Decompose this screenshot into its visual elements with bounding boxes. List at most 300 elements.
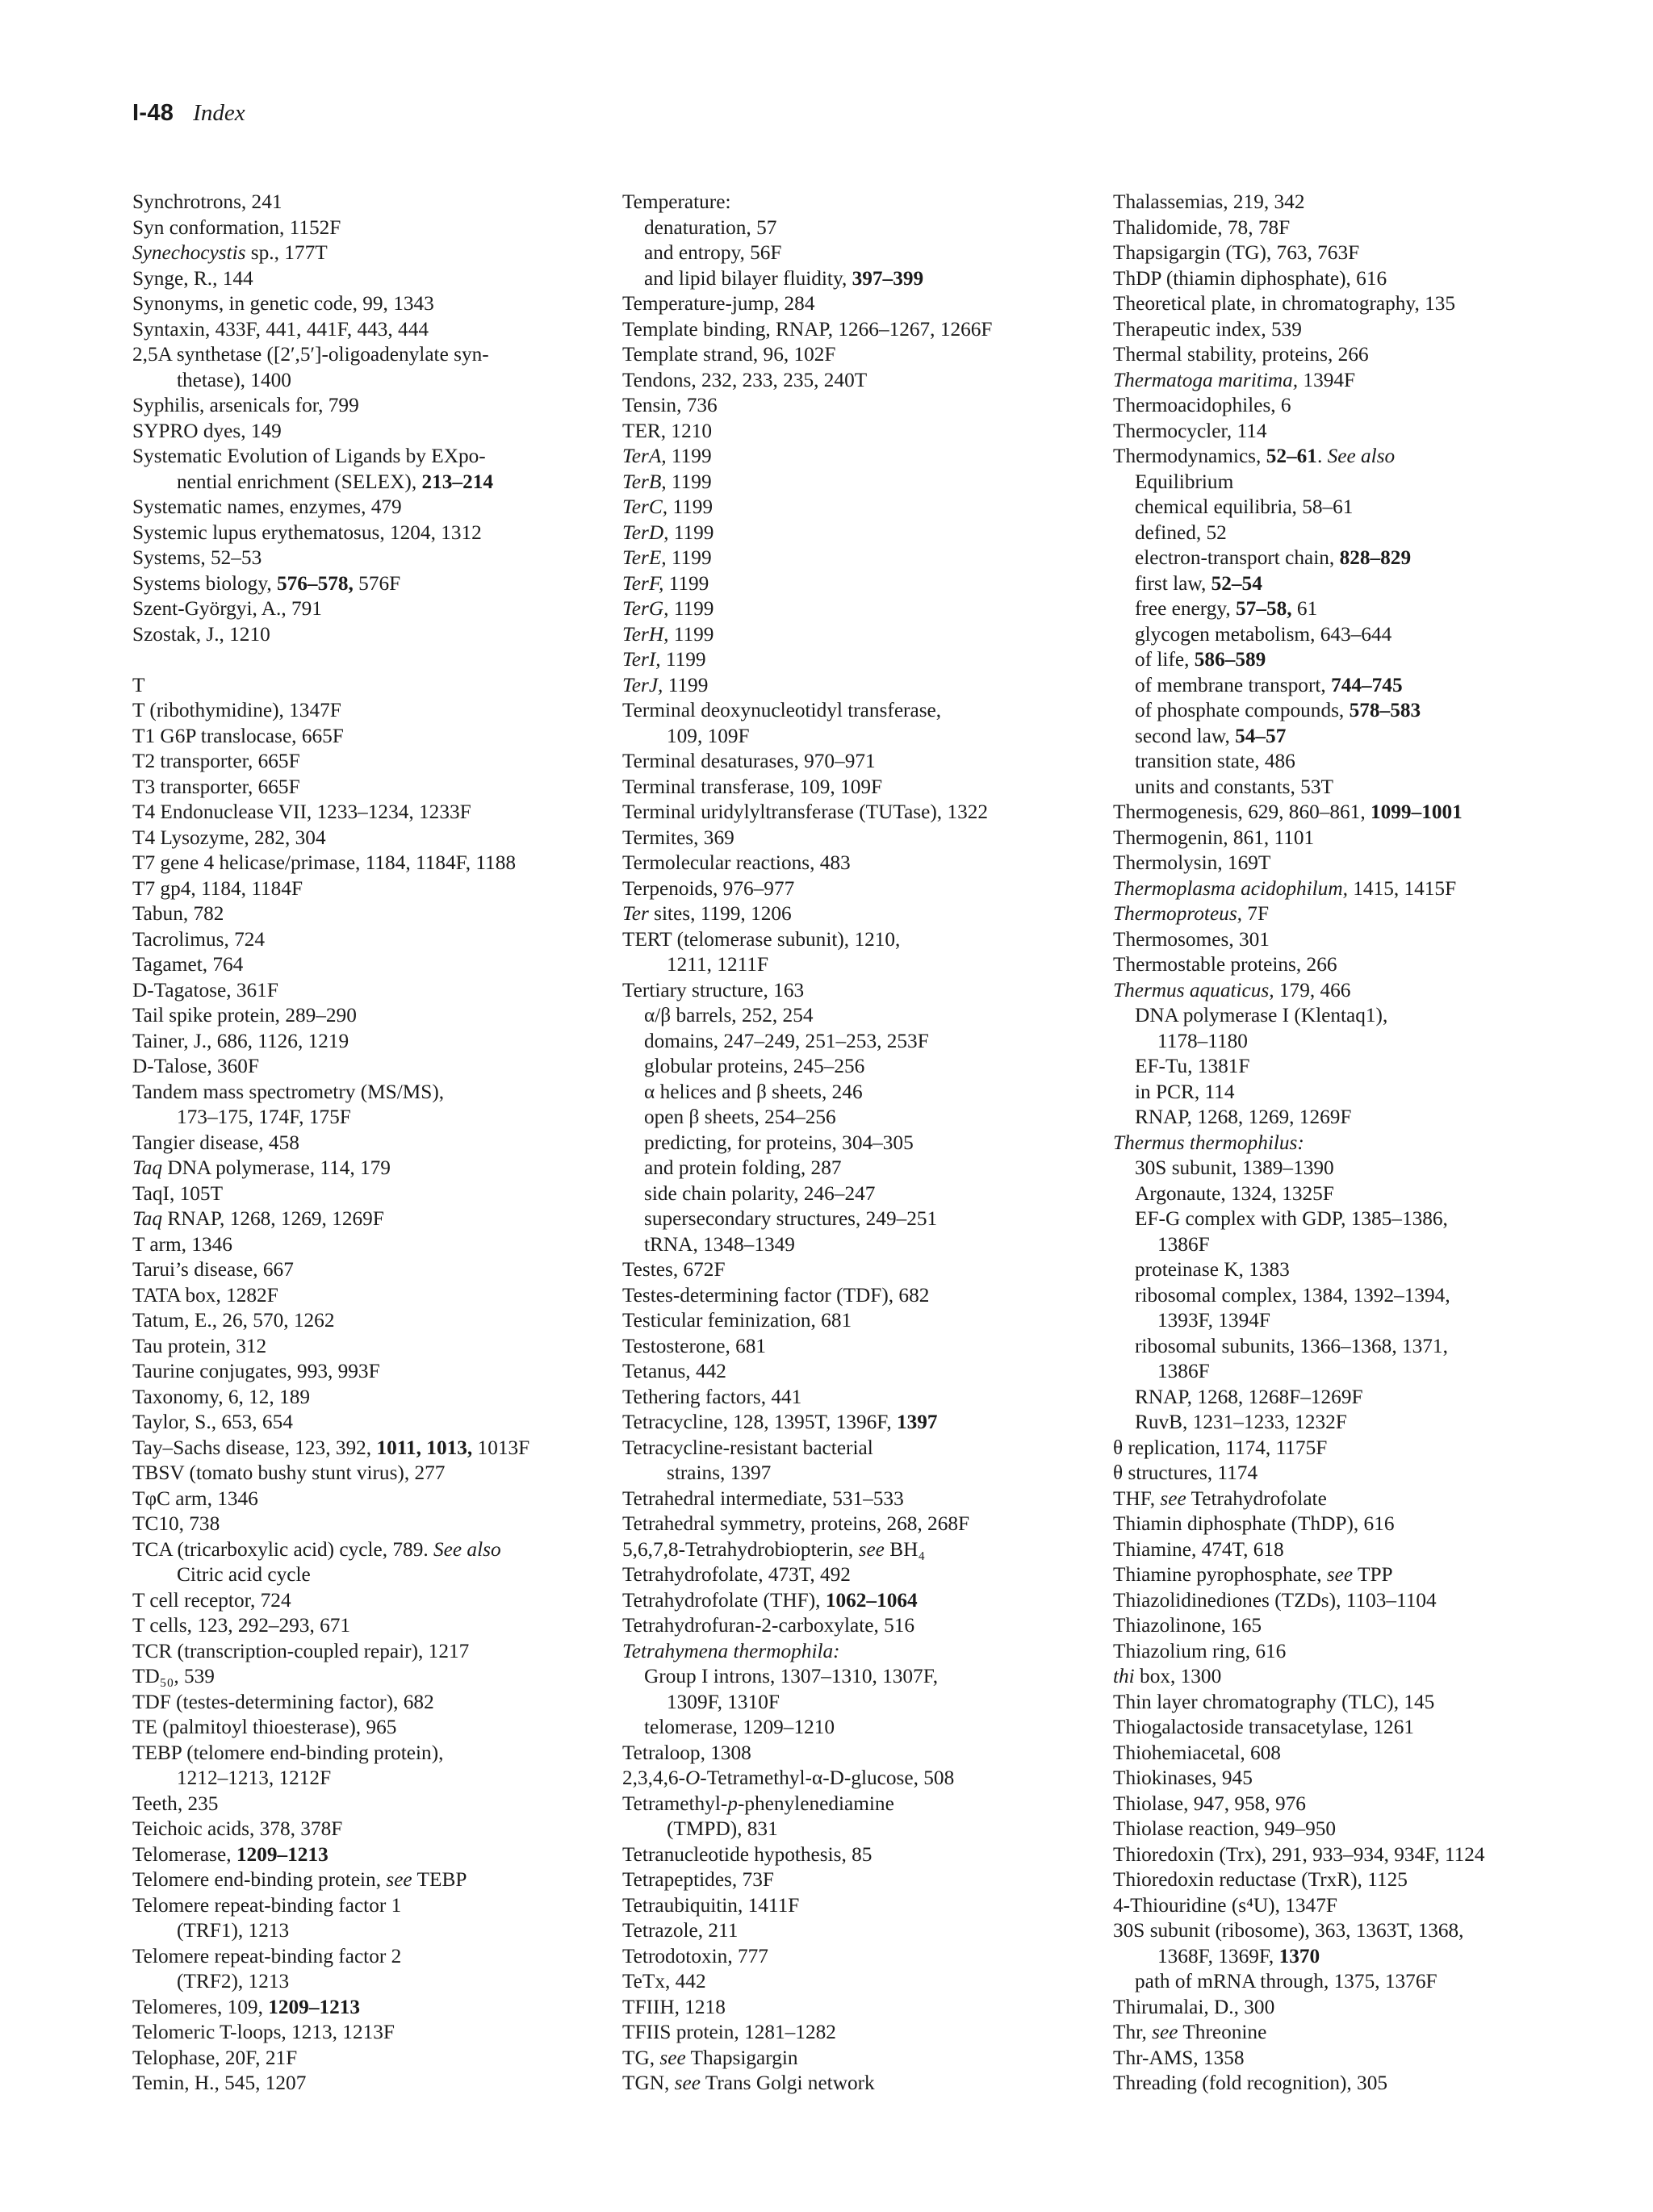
entry-text: 1415, 1415F [1347,876,1457,900]
index-entry [132,1690,584,1716]
index-subentry [1113,673,1613,699]
entry-text: 109, 109F [667,724,750,747]
index-entry [1113,1131,1613,1156]
entry-text: sites, 1199, 1206 [648,902,792,925]
entry-text: Terminal deoxynucleotidyl transferase, [622,699,942,721]
index-entry [622,1918,1086,1944]
index-entry [622,546,1086,571]
index-subentry [1113,1944,1613,1970]
index-entry [622,1639,1086,1665]
entry-text: See also [1327,445,1396,467]
index-entry [1113,901,1613,927]
entry-text: T4 Lysozyme, 282, 304 [132,826,326,849]
entry-text: 213–214 [421,470,494,493]
index-entry [132,1537,584,1563]
index-entry [622,1537,1086,1563]
entry-text: Thermus aquaticus, [1113,978,1274,1001]
index-entry [1113,952,1613,978]
index-subentry [1113,495,1613,521]
index-entry [622,1308,1086,1334]
entry-text: box, 1300 [1134,1665,1222,1687]
index-column-1 [132,190,584,2097]
entry-text: Tabun, 782 [132,902,224,925]
index-subentry [132,368,584,394]
index-entry [132,1639,584,1665]
entry-text: see [858,1537,885,1561]
index-entry [622,1257,1086,1283]
entry-text: denaturation, 57 [644,215,777,239]
index-entry [132,1359,584,1385]
entry-text: TerE, [622,546,667,569]
entry-text: 1386F [1157,1232,1210,1256]
index-entry [132,1613,584,1639]
entry-text: Thermocycler, 114 [1113,419,1267,442]
entry-text: 828–829 [1339,546,1412,569]
entry-text: TATA box, 1282F [132,1283,278,1307]
entry-text: RNAP, 1268, 1269, 1269F [1135,1106,1352,1128]
entry-text: See also [433,1537,501,1561]
index-entry [1113,2020,1613,2046]
index-entry [132,1995,584,2021]
index-entry [622,2071,1086,2097]
entry-text: 578–583 [1349,699,1421,721]
entry-text: Taurine conjugates, 993, 993F [132,1360,380,1382]
entry-text: Thalidomide, 78, 78F [1113,215,1291,239]
entry-text: T3 transporter, 665F [132,775,300,798]
entry-text: Thermostable proteins, 266 [1113,953,1337,976]
entry-text: Thermoproteus, [1113,902,1242,925]
entry-text: Argonaute, 1324, 1325F [1135,1181,1334,1205]
entry-text: (TRF1), 1213 [177,1919,290,1942]
entry-text: Testes-determining factor (TDF), 682 [622,1283,930,1307]
entry-text: Tainer, J., 686, 1126, 1219 [132,1029,349,1052]
entry-text: open β sheets, 254–256 [644,1106,836,1128]
index-subentry [622,1206,1086,1232]
index-entry [132,1029,584,1055]
index-entry [1113,800,1613,826]
entry-text: Tetanus, 442 [622,1360,726,1382]
entry-text: Tetraubiquitin, 1411F [622,1893,800,1917]
entry-text: Synge, R., 144 [132,266,253,290]
entry-text: proteinase K, 1383 [1135,1258,1290,1281]
index-entry [622,1359,1086,1385]
index-entry [1113,978,1613,1004]
index-entry [1113,1588,1613,1614]
entry-text: DNA polymerase I (Klentaq1), [1135,1004,1388,1027]
index-entry [622,927,1086,953]
index-entry [132,342,584,368]
entry-text: Szostak, J., 1210 [132,622,270,646]
index-entry [132,851,584,876]
entry-text: 54–57 [1235,724,1287,747]
entry-text: Tau protein, 312 [132,1334,267,1357]
index-entry [1113,1613,1613,1639]
index-entry [132,291,584,317]
index-entry [1113,1461,1613,1487]
index-entry [132,190,584,215]
entry-text: Thiazolinone, 165 [1113,1614,1262,1637]
index-subentry [1113,1410,1613,1436]
entry-text: Temin, H., 545, 1207 [132,2072,307,2094]
index-subentry [622,952,1086,978]
entry-text: 1178–1180 [1157,1029,1248,1052]
index-entry [132,444,584,470]
index-entry [132,1842,584,1868]
entry-text: TerD, [622,521,669,544]
entry-text: 586–589 [1194,648,1266,671]
index-column-3 [1113,190,1613,2097]
entry-text: . [1316,445,1328,467]
entry-text: Equilibrium [1135,470,1234,493]
index-entry [1113,826,1613,851]
index-entry [132,1792,584,1817]
entry-text: side chain polarity, 246–247 [644,1181,876,1205]
entry-text: Tetracycline-resistant bacterial [622,1436,873,1459]
entry-text: 1199 [666,445,712,467]
index-entry [622,1944,1086,1970]
index-entry [622,1766,1086,1792]
entry-text: Thalassemias, 219, 342 [1113,190,1305,213]
entry-text: Tetrahedral symmetry, proteins, 268, 268F [622,1512,970,1535]
index-entry [1113,342,1613,368]
index-entry [1113,240,1613,266]
index-entry [132,2046,584,2072]
index-entry [622,1613,1086,1639]
entry-text: Thiamine, 474T, 618 [1113,1537,1284,1561]
entry-text: Tetrazole, 211 [622,1919,739,1942]
index-subentry [622,1461,1086,1487]
index-subentry [1113,1105,1613,1131]
entry-text: Tagamet, 764 [132,953,244,976]
index-column-2 [622,190,1086,2097]
index-entry [622,1487,1086,1512]
entry-text: Telomere end-binding protein, [132,1868,387,1891]
entry-text: Thiolase reaction, 949–950 [1113,1817,1337,1840]
entry-text: TeTx, 442 [622,1970,706,1992]
entry-text: Tay–Sachs disease, 123, 392, [132,1436,377,1459]
index-subentry [1113,1156,1613,1181]
entry-text: Teeth, 235 [132,1792,219,1815]
entry-text: Telomere repeat-binding factor 1 [132,1893,402,1917]
index-entry [622,291,1086,317]
index-entry [132,698,584,724]
entry-text: Tetrahydrofuran-2-carboxylate, 516 [622,1614,915,1637]
index-entry [132,521,584,546]
entry-text: Systematic Evolution of Ligands by EXpo- [132,445,486,467]
entry-text: Thermatoga maritima, [1113,368,1299,391]
entry-text: Thiohemiacetal, 608 [1113,1741,1281,1764]
entry-text: Systems, 52–53 [132,546,262,569]
entry-text: Taq [132,1207,163,1230]
index-entry [622,1867,1086,1893]
entry-text: Testes, 672F [622,1258,726,1281]
entry-text: see [1326,1563,1354,1586]
index-subentry [622,1715,1086,1741]
index-entry [132,724,584,750]
index-entry [1113,1512,1613,1537]
index-subentry [132,1918,584,1944]
index-entry [622,190,1086,215]
entry-text: first law, [1135,571,1212,595]
index-entry [1113,1867,1613,1893]
entry-text: 397–399 [852,266,924,290]
index-subentry [622,1181,1086,1207]
index-entry [132,1487,584,1512]
entry-text: α/β barrels, 252, 254 [644,1004,814,1027]
entry-text: TDF (testes-determining factor), 682 [132,1690,434,1713]
entry-text: Thiokinases, 945 [1113,1767,1253,1789]
entry-text: TerB, [622,470,667,493]
entry-text: Terminal desaturases, 970–971 [622,750,876,772]
entry-text: Synonyms, in genetic code, 99, 1343 [132,292,434,315]
entry-text: second law, [1135,724,1236,747]
entry-text: RNAP, 1268, 1268F–1269F [1135,1385,1363,1408]
index-subentry [1113,1181,1613,1207]
entry-text: 7F [1241,902,1270,925]
index-entry [622,698,1086,724]
index-entry [132,215,584,241]
entry-text: 1212–1213, 1212F [177,1767,332,1789]
entry-text: BH₄ [884,1537,926,1561]
entry-text: Terminal uridylyltransferase (TUTase), 1322 [622,801,989,823]
entry-text: tRNA, 1348–1349 [644,1232,795,1256]
entry-text: Thirumalai, D., 300 [1113,1995,1275,2018]
entry-text: Thr-AMS, 1358 [1113,2046,1245,2069]
index-entry [1113,190,1613,215]
index-entry [1113,291,1613,317]
entry-text: TC10, 738 [132,1512,220,1535]
entry-text: p [727,1792,738,1815]
entry-text: 1370 [1278,1944,1320,1967]
entry-text: TaqI, 105T [132,1181,224,1205]
entry-text: Systemic lupus erythematosus, 1204, 1312 [132,521,482,544]
index-entry [132,1080,584,1106]
index-entry [1113,876,1613,902]
index-entry [622,1410,1086,1436]
index-entry [132,1054,584,1080]
index-subentry [1113,1232,1613,1258]
index-subentry [622,724,1086,750]
entry-text: T (ribothymidine), 1347F [132,699,341,721]
index-subentry [1113,698,1613,724]
index-entry [622,673,1086,699]
index-entry [1113,1715,1613,1741]
index-entry [622,1969,1086,1995]
entry-text: 61 [1291,597,1318,620]
entry-text: TFIIH, 1218 [622,1995,726,2018]
index-entry [132,1461,584,1487]
index-entry [622,2046,1086,2072]
entry-text: TBSV (tomato bushy stunt virus), 277 [132,1461,446,1484]
entry-text: Telomerase, [132,1842,236,1866]
entry-text: Thermodynamics, [1113,445,1266,467]
entry-text: TerI, [622,648,661,671]
entry-text: 1062–1064 [825,1588,918,1612]
entry-text: Temperature-jump, 284 [622,292,815,315]
entry-text: (TMPD), 831 [667,1817,778,1840]
index-entry [622,876,1086,902]
index-entry [132,393,584,419]
entry-text: θ replication, 1174, 1175F [1113,1436,1328,1459]
entry-text: Thioredoxin (Trx), 291, 933–934, 934F, 1124 [1113,1842,1485,1866]
entry-text: 57–58, [1236,597,1292,620]
entry-text: TerG, [622,597,669,620]
entry-text: and protein folding, 287 [644,1156,842,1179]
index-entry [132,1131,584,1156]
entry-text: Thiolase, 947, 958, 976 [1113,1792,1306,1815]
entry-text: Thermoplasma acidophilum, [1113,876,1348,900]
entry-text: Thiogalactoside transacetylase, 1261 [1113,1716,1414,1738]
entry-text: Tetrahydrofolate (THF), [622,1588,826,1612]
entry-text: 1211, 1211F [667,953,769,976]
entry-text: Theoretical plate, in chromatography, 135 [1113,292,1456,315]
index-entry [1113,1537,1613,1563]
index-subentry [1113,546,1613,571]
index-entry [622,647,1086,673]
index-entry [622,1334,1086,1360]
index-subentry [622,215,1086,241]
index-entry [132,266,584,292]
entry-text: T [132,673,145,696]
entry-text: 1199 [668,597,714,620]
index-entry [622,775,1086,801]
entry-text: EF-G complex with GDP, 1385–1386, [1135,1207,1448,1230]
entry-text: Tarui’s disease, 667 [132,1258,294,1281]
index-entry [622,1842,1086,1868]
entry-text: Citric acid cycle [177,1563,311,1586]
index-subentry [1113,470,1613,496]
index-entry [622,571,1086,597]
index-subentry [1113,521,1613,546]
index-subentry [622,1131,1086,1156]
entry-text: Termites, 369 [622,826,734,849]
index-subentry [132,470,584,496]
index-entry [1113,1995,1613,2021]
entry-text: T cell receptor, 724 [132,1588,291,1612]
index-entry [1113,1664,1613,1690]
index-entry [132,1664,584,1690]
entry-text: Thermogenesis, 629, 860–861, [1113,801,1371,823]
index-subentry [1113,1359,1613,1385]
index-entry [1113,927,1613,953]
index-entry [132,1944,584,1970]
entry-text: TE (palmitoyl thioesterase), 965 [132,1716,397,1738]
index-subentry [1113,1257,1613,1283]
entry-text: see [1152,2021,1178,2043]
entry-text: TφC arm, 1346 [132,1487,258,1510]
entry-text: of phosphate compounds, [1135,699,1350,721]
entry-text: 1199 [666,546,712,569]
entry-text: T arm, 1346 [132,1232,232,1256]
entry-text: in PCR, 114 [1135,1080,1235,1103]
index-entry [132,240,584,266]
index-entry [1113,317,1613,343]
entry-text: strains, 1397 [667,1461,772,1484]
entry-text: TerF, [622,571,664,595]
entry-text: Thermoacidophiles, 6 [1113,394,1291,416]
index-entry [1113,368,1613,394]
index-subentry [622,240,1086,266]
entry-text: T1 G6P translocase, 665F [132,724,344,747]
entry-text: 1209–1213 [268,1995,361,2018]
entry-text: 576F [353,571,401,595]
entry-text: (TRF2), 1213 [177,1970,290,1992]
index-subentry [1113,724,1613,750]
page-number: I-48 [132,100,174,126]
index-entry [132,596,584,622]
entry-text: 1393F, 1394F [1157,1309,1270,1332]
index-entry [132,495,584,521]
entry-text: Termolecular reactions, 483 [622,851,851,874]
entry-text: SYPRO dyes, 149 [132,419,282,442]
index-entry [132,952,584,978]
entry-text: TerJ, [622,673,663,696]
index-entry [622,1741,1086,1767]
index-entry [132,622,584,648]
index-subentry [1113,1080,1613,1106]
entry-text: Therapeutic index, 539 [1113,317,1302,341]
index-entry [132,876,584,902]
entry-text: Tetrahedral intermediate, 531–533 [622,1487,904,1510]
entry-text: DNA polymerase, 114, 179 [162,1156,391,1179]
entry-text: Tatum, E., 26, 570, 1262 [132,1309,335,1332]
entry-text: 576–578, [276,571,354,595]
entry-text: ThDP (thiamin diphosphate), 616 [1113,266,1387,290]
entry-text: Taylor, S., 653, 654 [132,1411,293,1433]
index-entry [622,1512,1086,1537]
entry-text: 1394F [1298,368,1356,391]
index-entry [132,571,584,597]
entry-text: TERT (telomerase subunit), 1210, [622,927,901,951]
entry-text: Terpenoids, 976–977 [622,876,795,900]
entry-text: Thr, [1113,2021,1153,2043]
index-subentry [622,1664,1086,1690]
entry-text: TG, [622,2046,660,2069]
entry-text: telomerase, 1209–1210 [644,1716,835,1738]
index-entry [622,495,1086,521]
index-entry [132,1181,584,1207]
entry-text: EF-Tu, 1381F [1135,1055,1250,1077]
index-entry [1113,1842,1613,1868]
entry-text: 1011, 1013, [376,1436,473,1459]
index-entry [132,1741,584,1767]
entry-text: 1386F [1157,1360,1210,1382]
index-entry [132,1206,584,1232]
entry-text: nential enrichment (SELEX), [177,470,422,493]
index-entry [1113,1918,1613,1944]
entry-text: RuvB, 1231–1233, 1232F [1135,1411,1347,1433]
entry-text: 30S subunit, 1389–1390 [1135,1156,1334,1179]
entry-text: Tangier disease, 458 [132,1131,299,1154]
index-subentry [1113,1003,1613,1029]
entry-text: -Tetramethyl-α-D-glucose, 508 [700,1767,955,1789]
index-subentry [622,1054,1086,1080]
index-entry [132,546,584,571]
entry-text: sp., 177T [245,241,328,264]
entry-text: RNAP, 1268, 1269, 1269F [162,1207,384,1230]
entry-text: Thermogenin, 861, 1101 [1113,826,1315,849]
entry-text: Tensin, 736 [622,394,718,416]
index-entry [132,2071,584,2097]
entry-text: Tetramethyl- [622,1792,728,1815]
entry-text: 1209–1213 [236,1842,329,1866]
entry-text: T7 gene 4 helicase/primase, 1184, 1184F, 1188 [132,851,516,874]
index-subentry [622,1232,1086,1258]
index-entry [132,317,584,343]
entry-text: TEBP (telomere end-binding protein), [132,1741,444,1764]
entry-text: Tertiary structure, 163 [622,978,805,1001]
index-entry [622,1995,1086,2021]
